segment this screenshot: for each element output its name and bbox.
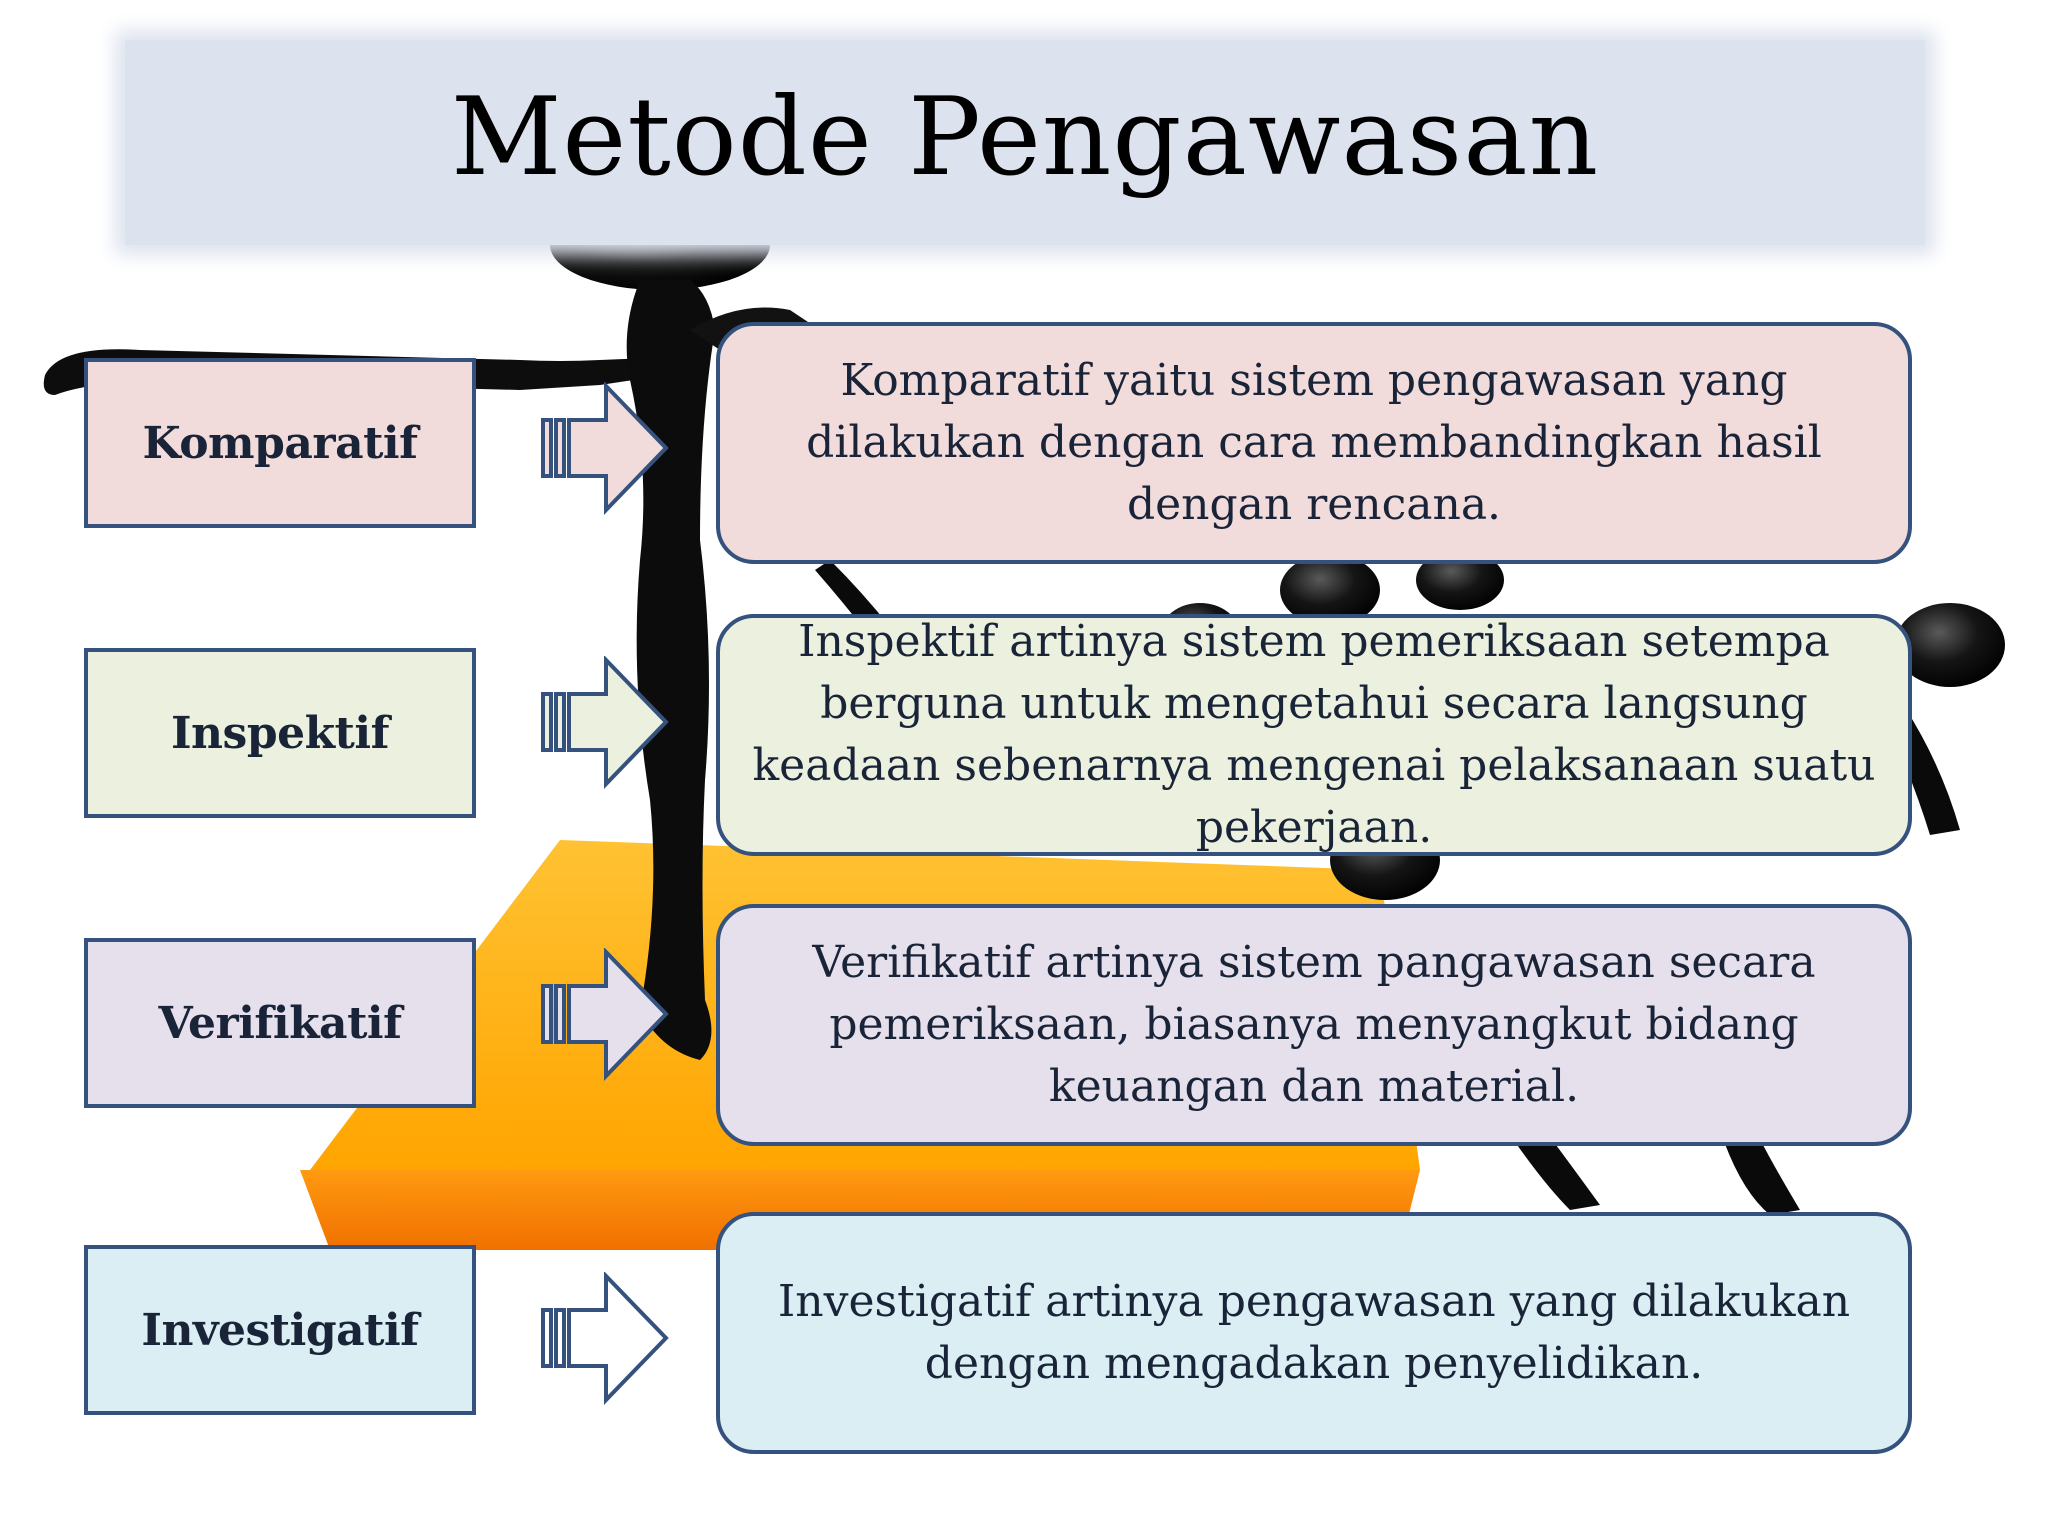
description-text-inspektif: Inspektif artinya sistem pemeriksaan setempa berguna untuk mengetahui secara langsung keadaan sebenarnya mengenai pelaksanaan suatu pekerjaan. [752, 616, 1876, 853]
arrow-right-icon [540, 1272, 670, 1412]
arrow-right-icon [540, 948, 670, 1088]
method-box-investigatif [84, 1245, 476, 1415]
arrow-right-icon [540, 656, 670, 796]
method-description-investigatif [716, 1212, 1912, 1454]
page-title: Metode Pengawasan [450, 75, 1600, 200]
method-box-komparatif [84, 358, 476, 528]
title-banner [125, 40, 1925, 245]
description-text-investigatif: Investigatif artinya pengawasan yang dilakukan dengan mengadakan penyelidikan. [777, 1276, 1851, 1389]
method-description-inspektif [716, 614, 1912, 856]
method-label-komparatif: Komparatif [142, 417, 418, 469]
method-box-verifikatif [84, 938, 476, 1108]
description-text-verifikatif: Verifikatif artinya sistem pangawasan secara pemeriksaan, biasanya menyangkut bidang keuangan dan material. [812, 937, 1816, 1112]
method-label-investigatif: Investigatif [141, 1304, 419, 1356]
method-label-verifikatif: Verifikatif [158, 997, 402, 1049]
description-text-komparatif: Komparatif yaitu sistem pengawasan yang dilakukan dengan cara membandingkan hasil dengan rencana. [806, 355, 1822, 530]
method-description-komparatif [716, 322, 1912, 564]
method-label-inspektif: Inspektif [170, 707, 390, 759]
method-box-inspektif [84, 648, 476, 818]
arrow-right-icon [540, 382, 670, 522]
method-description-verifikatif [716, 904, 1912, 1146]
